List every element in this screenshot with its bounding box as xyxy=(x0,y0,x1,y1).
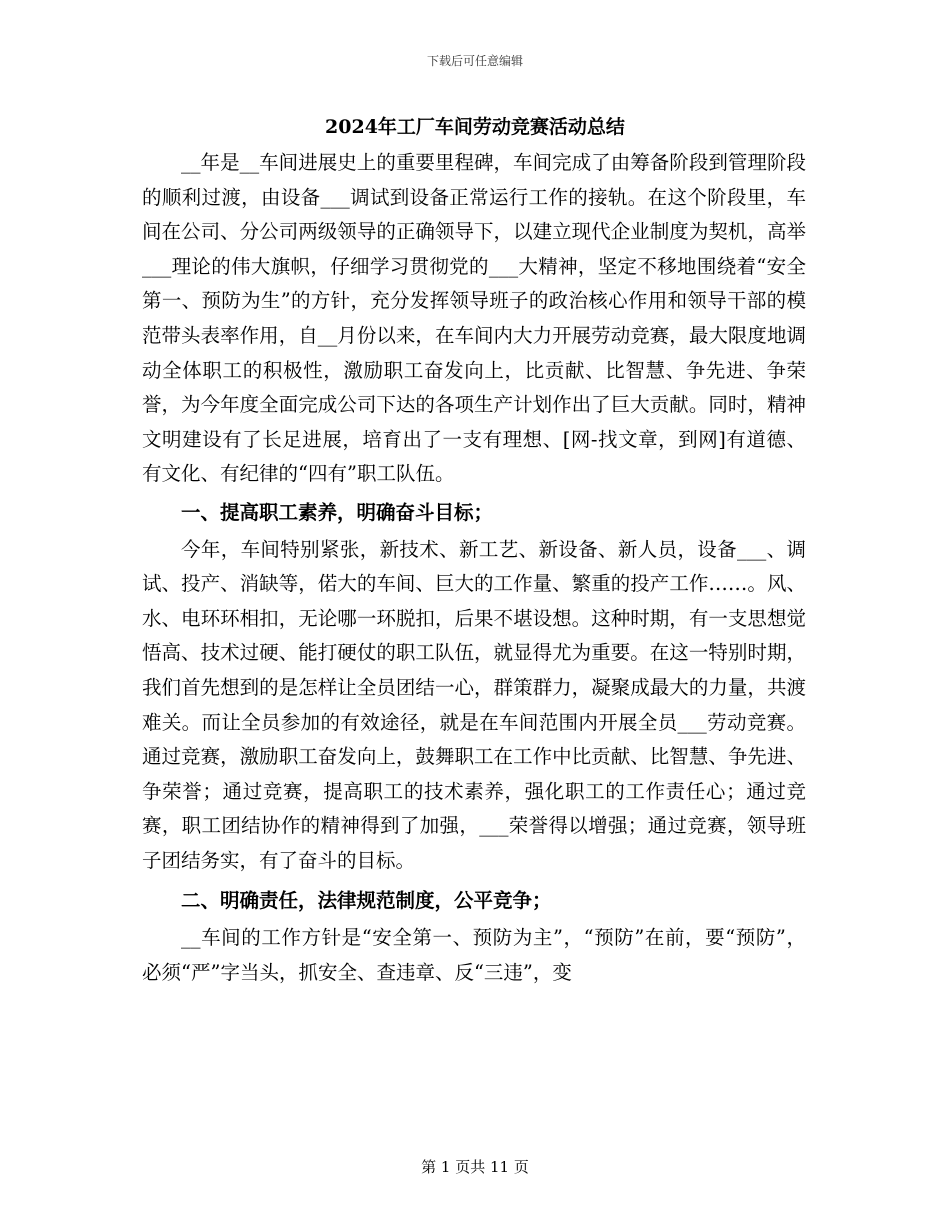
paragraph-section-2: __车间的工作方针是“安全第一、预防为主”，“预防”在前，要“预防”，必须“严”字当头，抓安全、查违章、反“三违”，变 xyxy=(142,926,806,984)
document-body xyxy=(142,146,806,990)
page-footer: 第 1 页共 11 页 xyxy=(421,1158,529,1176)
paragraph-intro: __年是__车间进展史上的重要里程碑，车间完成了由筹备阶段到管理阶段的顺利过渡，由设备___调试到设备正常运行工作的接轨。在这个阶段里，车间在公司、分公司两级领导的正确领导下，以建立现代企业制度为契机，高举___理论的伟大旗帜，仔细学习贯彻党的___大精神，坚定不移地围绕着“安全第一、预防为生”的方针，充分发挥领导班子的政治核心作用和领导干部的模范带头表率作用，自__月份以来，在车间内大力开展劳动竞赛，最大限度地调动全体职工的积极性，激励职工奋发向上，比贡献、比智慧、争先进、争荣誉，为今年度全面完成公司下达的各项生产计划作出了巨大贡献。同时，精神文明建设有了长足进展，培育出了一支有理想、[网-找文章，到网]有道德、有文化、有纪律的“四有”职工队伍。 xyxy=(142,151,806,486)
section-heading-1: 一、提高职工素养，明确奋斗目标； xyxy=(181,500,494,524)
document-title: 2024年工厂车间劳动竞赛活动总结 xyxy=(325,116,625,138)
header-note: 下载后可任意编辑 xyxy=(426,54,523,68)
section-heading-2: 二、明确责任，法律规范制度，公平竞争； xyxy=(181,889,552,913)
paragraph-section-1: 今年，车间特别紧张，新技术、新工艺、新设备、新人员，设备___、调试、投产、消缺等，偌大的车间、巨大的工作量、繁重的投产工作……。风、水、电环环相扣，无论哪一环脱扣，后果不堪设想。这种时期，有一支思想觉悟高、技术过硬、能打硬仗的职工队伍，就显得尤为重要。在这一特别时期，我们首先想到的是怎样让全员团结一心，群策群力，凝聚成最大的力量，共渡难关。而让全员参加的有效途径，就是在车间范围内开展全员___劳动竞赛。通过竞赛，激励职工奋发向上，鼓舞职工在工作中比贡献、比智慧、争先进、争荣誉；通过竞赛，提高职工的技术素养，强化职工的工作责任心；通过竞赛，职工团结协作的精神得到了加强，___荣誉得以增强；通过竞赛，领导班子团结务实，有了奋斗的目标。 xyxy=(142,537,806,872)
